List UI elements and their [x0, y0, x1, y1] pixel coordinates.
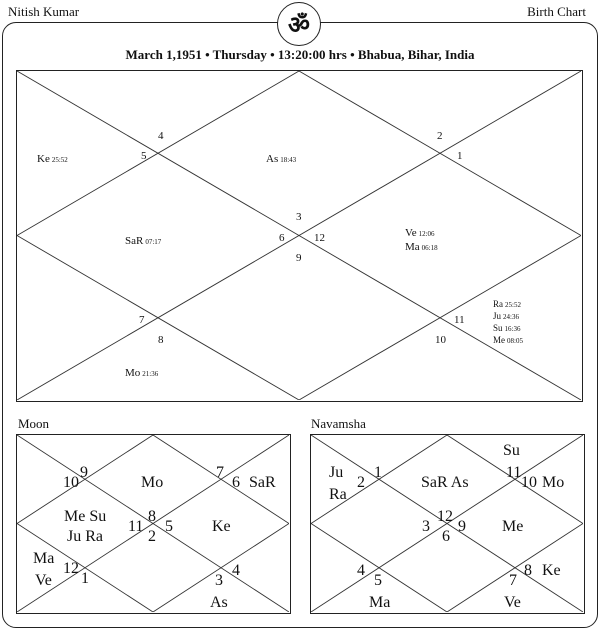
main-birth-chart [16, 70, 583, 402]
moon-sign-number: 6 [232, 474, 240, 491]
navamsha-sign-number: 9 [458, 518, 466, 535]
planet-moon: Mo 21:36 [125, 367, 159, 379]
navamsha-sign-number: 6 [442, 528, 450, 545]
navamsha-planet-mo: Mo [542, 474, 565, 491]
navamsha-sign-number: 11 [506, 464, 522, 481]
navamsha-sign-number: 8 [524, 562, 532, 579]
moon-planet-sa: SaR [249, 474, 276, 491]
navamsha-sign-number: 2 [357, 474, 365, 491]
main-sign-number: 10 [435, 334, 446, 346]
moon-sign-number: 4 [232, 562, 240, 579]
moon-sign-number: 3 [215, 572, 223, 589]
main-sign-number: 8 [158, 334, 164, 346]
navamsha-chart [310, 434, 585, 614]
navamsha-planet-me: Me [502, 518, 524, 535]
moon-sign-number: 8 [148, 508, 156, 525]
main-sign-number: 5 [141, 150, 147, 162]
navamsha-planet-ve: Ve [504, 594, 521, 611]
planet-mars: Ma 06:18 [405, 241, 438, 253]
birth-details: March 1,1951 • Thursday • 13:20:00 hrs • Bhabua, Bihar, India [125, 47, 475, 62]
planet-rahu: Ra 25:52 [493, 299, 521, 309]
main-sign-number: 4 [158, 130, 164, 142]
moon-chart [16, 434, 291, 614]
moon-sign-number: 2 [148, 528, 156, 545]
planet-jupiter: Ju 24:36 [493, 311, 519, 321]
moon-sign-number: 10 [63, 474, 79, 491]
chart-type-label: Birth Chart [527, 4, 586, 19]
main-sign-number: 11 [454, 314, 465, 326]
moon-planet-ke: Ke [212, 518, 231, 535]
navamsha-sign-number: 7 [509, 572, 517, 589]
planet-ketu: Ke 25:52 [37, 153, 68, 165]
moon-planet-mo: Mo [141, 474, 164, 491]
planet-mercury: Me 08:05 [493, 335, 523, 345]
navamsha-sign-number: 12 [437, 508, 453, 525]
navamsha-sign-number: 1 [374, 464, 382, 481]
main-sign-number: 9 [296, 252, 302, 264]
navamsha-sign-number: 4 [357, 562, 365, 579]
om-symbol-icon: ॐ [277, 2, 321, 46]
moon-sign-number: 11 [128, 518, 144, 535]
planet-saturn: SaR 07:17 [125, 235, 162, 247]
main-sign-number: 1 [457, 150, 463, 162]
moon-planet-ju-ra: Ju Ra [67, 528, 103, 545]
moon-planet-me-su: Me Su [64, 508, 107, 525]
main-sign-number: 12 [314, 232, 325, 244]
moon-sign-number: 12 [63, 560, 79, 577]
main-sign-number: 6 [279, 232, 285, 244]
navamsha-planet-su: Su [503, 442, 520, 459]
moon-sign-number: 1 [81, 570, 89, 587]
navamsha-sign-number: 10 [521, 474, 537, 491]
main-chart-lines [17, 71, 581, 400]
moon-chart-title: Moon [18, 416, 50, 431]
navamsha-planet-ma: Ma [369, 594, 391, 611]
planet-sun: Su 16:36 [493, 323, 521, 333]
person-name: Nitish Kumar [8, 4, 80, 19]
moon-planet-as: As [210, 594, 228, 611]
navamsha-chart-title: Navamsha [311, 416, 366, 431]
navamsha-planet-ju: Ju [329, 464, 344, 481]
main-sign-number: 3 [296, 211, 302, 223]
navamsha-planet-sa-as: SaR As [421, 474, 469, 491]
moon-sign-number: 7 [216, 464, 224, 481]
planet-venus: Ve 12:06 [405, 227, 435, 239]
navamsha-planet-ra: Ra [329, 486, 347, 503]
moon-sign-number: 9 [80, 464, 88, 481]
navamsha-sign-number: 3 [422, 518, 430, 535]
navamsha-planet-ke: Ke [542, 562, 561, 579]
moon-planet-ve: Ve [35, 572, 52, 589]
main-sign-number: 2 [437, 130, 443, 142]
planet-ascendant: As 18:43 [266, 153, 297, 165]
moon-planet-ma: Ma [33, 550, 55, 567]
navamsha-sign-number: 5 [374, 572, 382, 589]
main-sign-number: 7 [139, 314, 145, 326]
moon-sign-number: 5 [165, 518, 173, 535]
